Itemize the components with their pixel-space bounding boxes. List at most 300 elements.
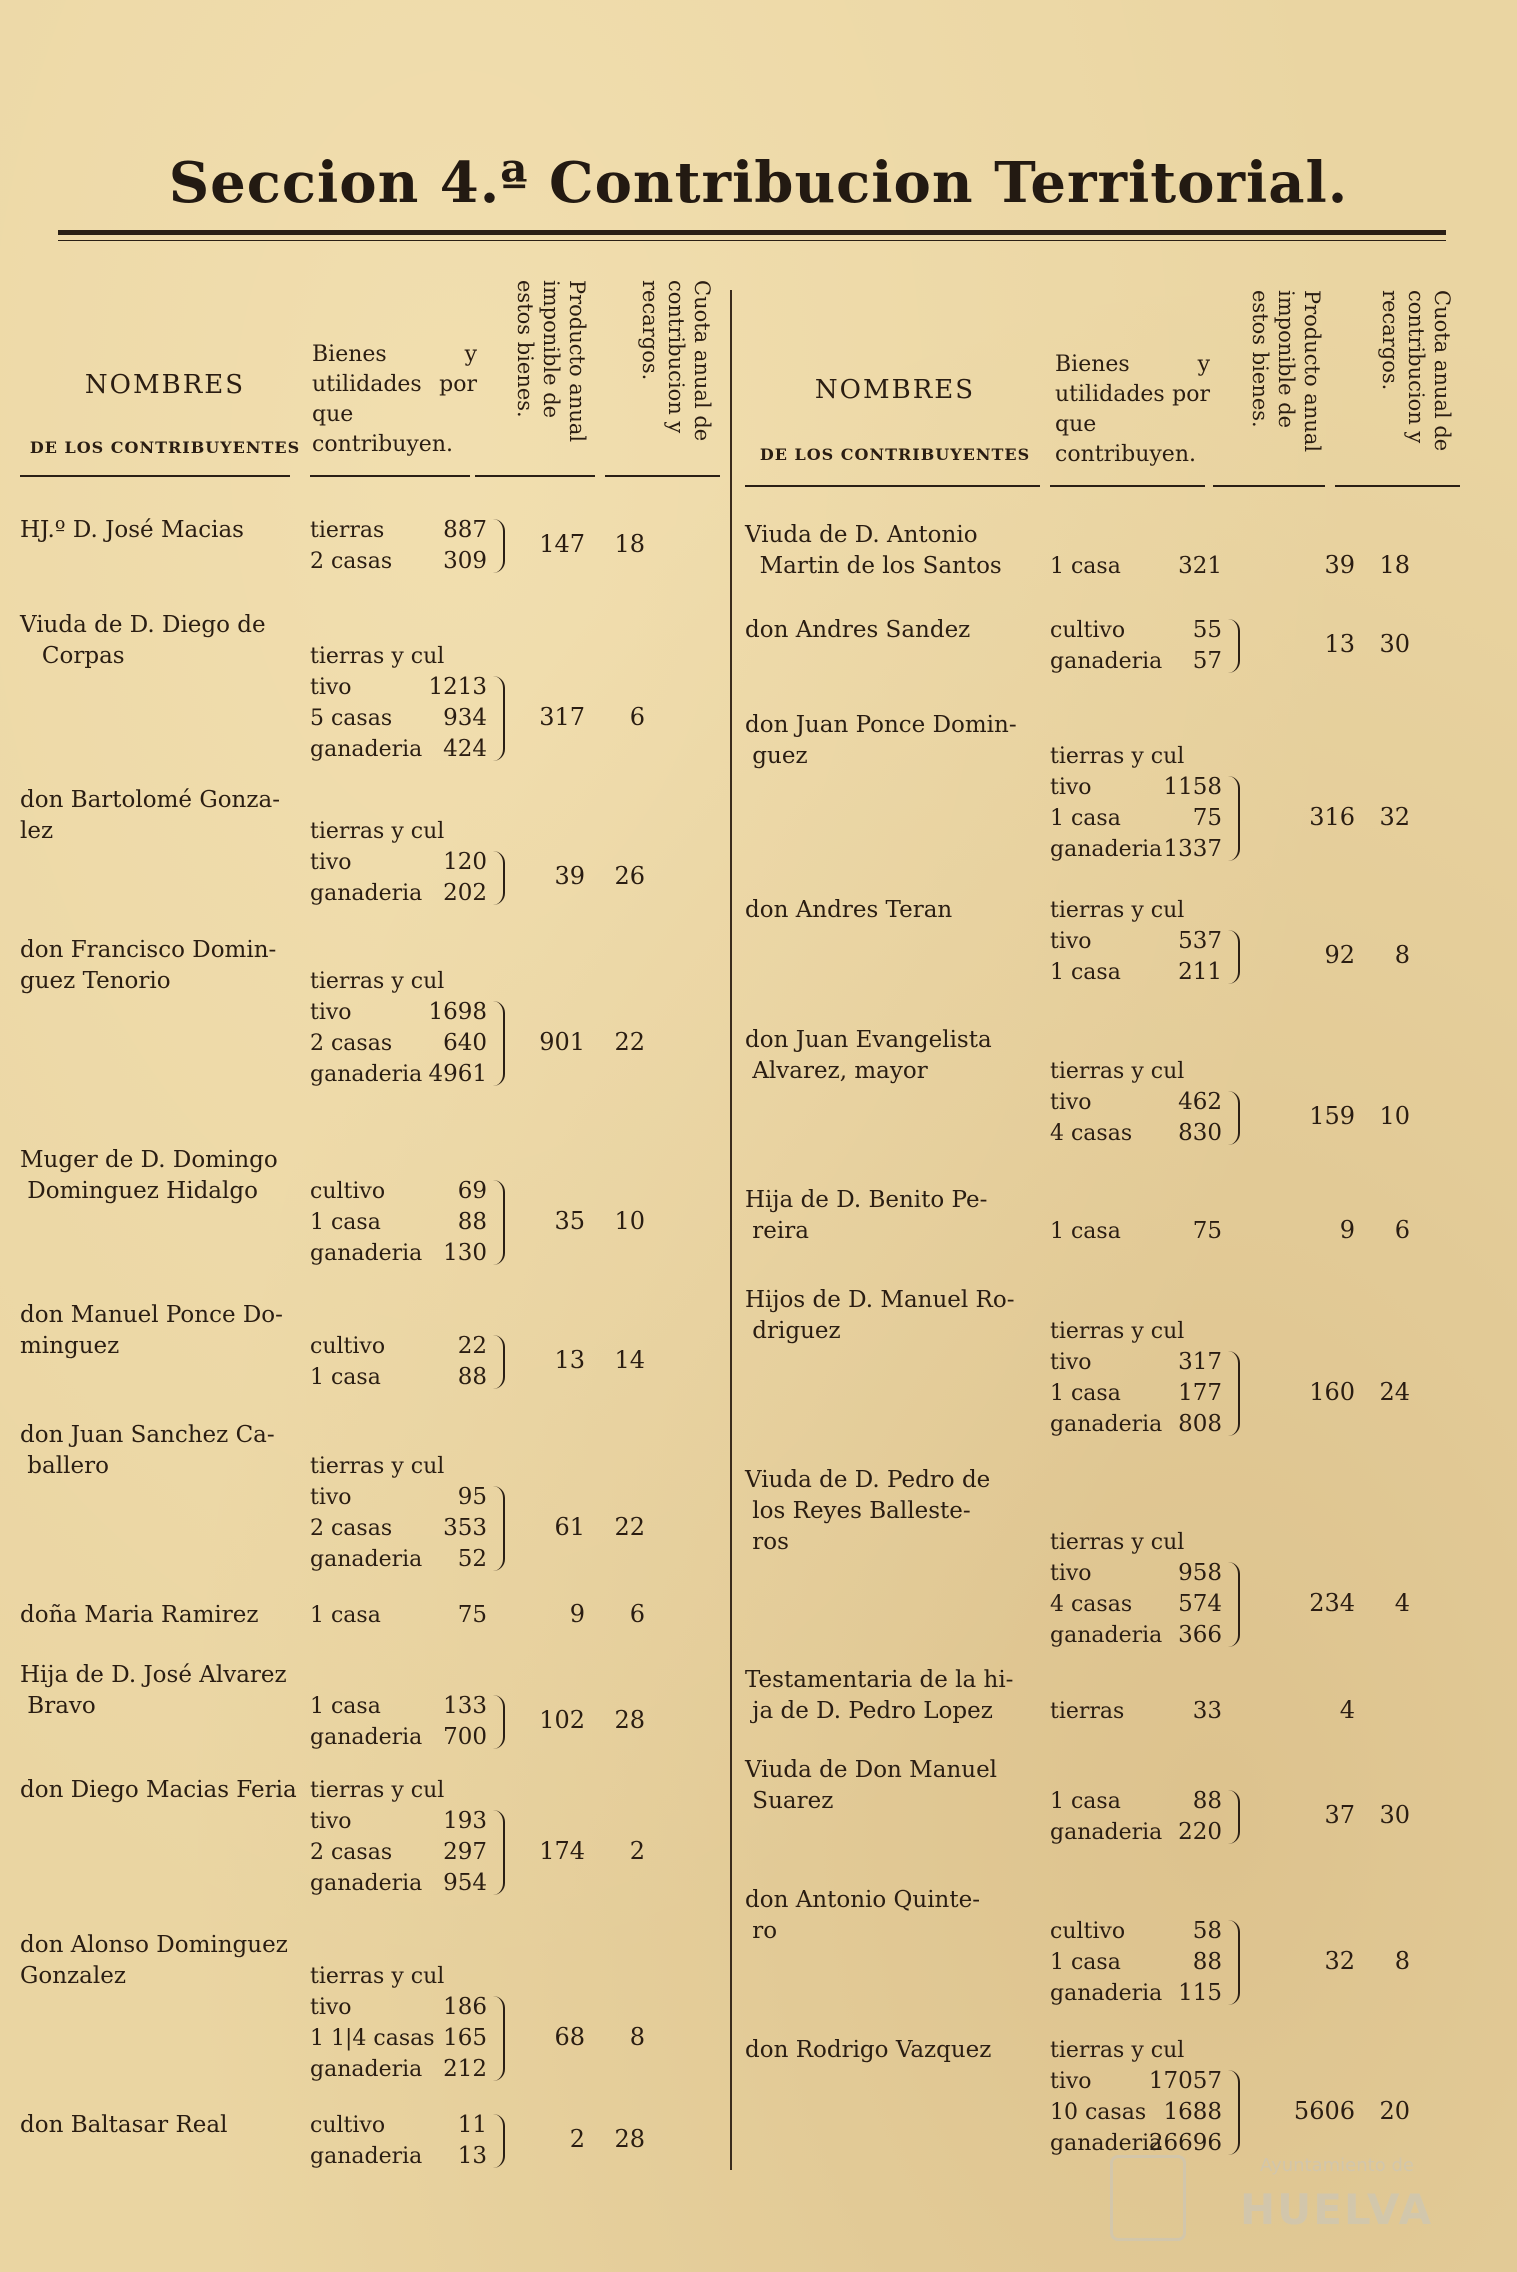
property-value: 808: [1178, 1411, 1222, 1437]
property-list: [310, 1961, 495, 2085]
cuota-pesos: 901: [539, 1027, 585, 1056]
contributor-name: doña Maria Ramirez: [20, 1602, 259, 1628]
property-kind: ganaderia: [310, 2057, 423, 2082]
cuota-pesos: 68: [554, 2022, 585, 2051]
property-kind: ganaderia: [1050, 1981, 1163, 2006]
cuota-pesos: 159: [1309, 1102, 1355, 1130]
property-value: 309: [443, 548, 487, 574]
property-item: [1050, 895, 1230, 926]
cuota-amount: [1270, 630, 1410, 658]
left-table: [20, 270, 720, 2170]
property-value: 1337: [1163, 836, 1222, 862]
property-item: [310, 2023, 495, 2054]
property-kind: 1 casa: [1050, 1219, 1121, 1244]
property-item: [310, 847, 495, 878]
property-kind: 1 casa: [310, 1365, 381, 1390]
property-item: [1050, 1087, 1230, 1118]
property-item: [310, 1992, 495, 2023]
property-item: [310, 1868, 495, 1899]
watermark: [1110, 2155, 1460, 2245]
property-value: 88: [457, 1364, 487, 1390]
property-list: [310, 966, 495, 1090]
property-value: 69: [457, 1178, 487, 1204]
property-value: 75: [457, 1602, 487, 1628]
cuota-amount: [1270, 1589, 1410, 1617]
property-kind: ganaderia: [310, 1062, 423, 1087]
cuota-pesos: 9: [1339, 1215, 1355, 1244]
cuota-cents: 2: [629, 1836, 645, 1865]
property-value: 934: [443, 705, 487, 731]
property-item: [310, 997, 495, 1028]
cuota-amount: [1270, 1801, 1410, 1829]
contributor-name: don Rodrigo Vazquez: [745, 2037, 992, 2063]
property-list: [1050, 2035, 1230, 2159]
property-list: [1050, 551, 1230, 582]
property-item: [1050, 741, 1230, 772]
cuota-amount: [520, 862, 645, 890]
property-item: [310, 1482, 495, 1513]
property-kind: tierras y cul: [310, 819, 445, 844]
property-value: 297: [443, 1839, 487, 1865]
property-kind: cultivo: [310, 1334, 386, 1359]
property-list: [310, 816, 495, 909]
property-value: 75: [1192, 805, 1222, 831]
cuota-cents: 22: [614, 1512, 645, 1541]
cuota-pesos: 39: [1324, 550, 1355, 579]
property-kind: 1 casa: [1050, 1789, 1121, 1814]
title-rule-thin: [58, 240, 1446, 241]
property-kind: 1 casa: [310, 1694, 381, 1719]
property-kind: ganaderia: [310, 1725, 423, 1750]
property-item: [1050, 2097, 1230, 2128]
brace: [493, 676, 505, 761]
property-value: 186: [443, 1994, 487, 2020]
property-value: 887: [443, 517, 487, 543]
property-item: [1050, 615, 1230, 646]
property-item: [1050, 1558, 1230, 1589]
property-kind: cultivo: [1050, 618, 1126, 643]
property-value: 1698: [428, 999, 487, 1025]
property-kind: tivo: [310, 1995, 352, 2020]
property-item: [1050, 646, 1230, 677]
property-value: 830: [1178, 1120, 1222, 1146]
property-value: 321: [1178, 553, 1222, 579]
property-value: 317: [1178, 1349, 1222, 1375]
property-item: [1050, 2035, 1230, 2066]
property-kind: cultivo: [310, 1179, 386, 1204]
property-value: 115: [1178, 1980, 1222, 2006]
property-item: [1050, 1696, 1230, 1727]
cuota-pesos: 61: [554, 1512, 585, 1541]
property-kind: ganaderia: [1050, 2131, 1163, 2156]
property-kind: tierras: [310, 518, 385, 543]
property-value: 574: [1178, 1591, 1222, 1617]
cuota-cents: 24: [1379, 1377, 1410, 1406]
property-value: 640: [443, 1030, 487, 1056]
property-kind: tivo: [310, 675, 352, 700]
property-kind: ganaderia: [310, 2144, 423, 2169]
property-item: [1050, 1620, 1230, 1651]
property-item: [1050, 1817, 1230, 1848]
contributor-name: Testamentaria de la hi- ja de D. Pedro Lopez: [745, 1667, 1014, 1724]
brace: [493, 519, 505, 573]
property-kind: tierras y cul: [1050, 1319, 1185, 1344]
cuota-pesos: 2: [569, 2125, 585, 2153]
property-item: [310, 1451, 495, 1482]
brace: [493, 851, 505, 905]
property-kind: tierras y cul: [1050, 898, 1185, 923]
left-table-header: [20, 270, 720, 485]
property-value: 700: [443, 1724, 487, 1750]
property-kind: tierras y cul: [310, 969, 445, 994]
contributor-name: don Baltasar Real: [20, 2112, 228, 2138]
property-item: [1050, 1316, 1230, 1347]
property-item: [1050, 1978, 1230, 2009]
property-item: [310, 2141, 495, 2172]
property-kind: ganaderia: [1050, 1623, 1163, 1648]
page-title: Seccion 4.ª Contribucion Territorial.: [168, 150, 1349, 216]
cuota-cents: 8: [1394, 1946, 1410, 1975]
cuota-amount: [520, 530, 645, 558]
property-kind: 2 casas: [310, 1840, 393, 1865]
cuota-amount: [1270, 941, 1410, 969]
property-item: [1050, 1589, 1230, 1620]
property-list: [310, 1451, 495, 1575]
property-item: [310, 966, 495, 997]
cuota-amount: [520, 1346, 645, 1374]
property-kind: tierras y cul: [310, 1964, 445, 1989]
column-separator: [730, 290, 732, 2170]
property-kind: 1 casa: [1050, 1381, 1121, 1406]
property-kind: 1 casa: [310, 1603, 381, 1628]
property-kind: tivo: [1050, 2069, 1092, 2094]
cuota-pesos: 234: [1309, 1588, 1355, 1617]
brace: [1228, 776, 1240, 861]
brace: [493, 1996, 505, 2081]
property-value: 75: [1192, 1218, 1222, 1244]
property-kind: 1 casa: [1050, 1950, 1121, 1975]
header-producto: Producto anual imponible de estos bienes.: [1248, 290, 1324, 453]
property-kind: 1 casa: [1050, 806, 1121, 831]
property-kind: tivo: [1050, 1561, 1092, 1586]
property-item: [310, 816, 495, 847]
cuota-amount: [1270, 1947, 1410, 1975]
right-table: [745, 270, 1465, 2170]
property-item: [310, 1837, 495, 1868]
property-value: 353: [443, 1515, 487, 1541]
property-kind: tierras y cul: [1050, 2038, 1185, 2063]
property-kind: tierras y cul: [1050, 744, 1185, 769]
property-list: [1050, 895, 1230, 988]
property-item: [310, 641, 495, 672]
property-kind: ganaderia: [1050, 649, 1163, 674]
property-kind: tivo: [1050, 1350, 1092, 1375]
property-item: [310, 1207, 495, 1238]
cuota-cents: 32: [1379, 802, 1410, 831]
contributor-name: don Juan Evangelista Alvarez, mayor: [745, 1027, 992, 1084]
property-item: [310, 1513, 495, 1544]
property-value: 1158: [1163, 774, 1222, 800]
brace: [1228, 619, 1240, 673]
property-value: 26696: [1148, 2130, 1222, 2156]
cuota-amount: [1270, 1102, 1410, 1130]
property-item: [310, 1331, 495, 1362]
property-value: 1213: [428, 674, 487, 700]
property-item: [1050, 2066, 1230, 2097]
property-item: [310, 1775, 495, 1806]
property-item: [310, 2110, 495, 2141]
header-bienes: Bienes y utilidades por que contribuyen.: [312, 342, 477, 457]
cuota-pesos: 39: [554, 862, 585, 890]
property-value: 95: [457, 1484, 487, 1510]
contributor-name: don Diego Macias Feria: [20, 1777, 297, 1803]
cuota-amount: [520, 1207, 645, 1235]
property-value: 954: [443, 1870, 487, 1896]
cuota-cents: 6: [1394, 1215, 1410, 1244]
cuota-cents: 30: [1379, 630, 1410, 658]
contributor-name: don Juan Sanchez Ca- ballero: [20, 1422, 275, 1479]
property-kind: 4 casas: [1050, 1592, 1133, 1617]
property-value: 55: [1192, 617, 1222, 643]
property-item: [310, 1691, 495, 1722]
cuota-cents: 4: [1394, 1588, 1410, 1617]
property-item: [310, 1544, 495, 1575]
property-item: [1050, 1118, 1230, 1149]
property-list: [310, 515, 495, 577]
property-kind: 1 casa: [1050, 554, 1121, 579]
contributor-name: Viuda de D. Antonio Martin de los Santos: [745, 522, 1002, 579]
property-kind: tierras y cul: [310, 1454, 445, 1479]
property-kind: 2 casas: [310, 1031, 393, 1056]
brace: [493, 1001, 505, 1086]
cuota-pesos: 174: [539, 1836, 585, 1865]
contributor-name: Hija de D. José Alvarez Bravo: [20, 1662, 287, 1719]
brace: [1228, 1790, 1240, 1844]
cuota-cents: 18: [614, 530, 645, 558]
property-list: [310, 1176, 495, 1269]
property-value: 4961: [428, 1061, 487, 1087]
contributor-name: don Francisco Domin- guez Tenorio: [20, 937, 277, 994]
property-kind: tivo: [310, 1000, 352, 1025]
cuota-cents: 6: [629, 1599, 645, 1628]
property-list: [310, 1331, 495, 1393]
property-kind: 1 1|4 casas: [310, 2026, 435, 2051]
title-rule: [58, 230, 1446, 235]
cuota-amount: [520, 2023, 645, 2051]
property-item: [310, 1722, 495, 1753]
property-value: 120: [443, 849, 487, 875]
property-item: [1050, 803, 1230, 834]
cuota-amount: [520, 703, 645, 731]
property-list: [1050, 1216, 1230, 1247]
contributor-name: don Manuel Ponce Do- minguez: [20, 1302, 283, 1359]
property-item: [1050, 1916, 1230, 1947]
property-item: [1050, 1947, 1230, 1978]
brace: [493, 1486, 505, 1571]
contributor-name: don Andres Teran: [745, 897, 953, 923]
property-list: [1050, 1527, 1230, 1651]
property-kind: cultivo: [1050, 1919, 1126, 1944]
property-item: [310, 734, 495, 765]
contributor-name: Viuda de D. Pedro de los Reyes Balleste- ros: [745, 1467, 991, 1555]
property-value: 424: [443, 736, 487, 762]
property-item: [1050, 1216, 1230, 1247]
cuota-pesos: 5606: [1293, 2096, 1355, 2125]
cuota-cents: 28: [614, 2125, 645, 2153]
brace: [1228, 1920, 1240, 2005]
property-value: 13: [457, 2143, 487, 2169]
property-list: [310, 1775, 495, 1899]
property-kind: 2 casas: [310, 1516, 393, 1541]
property-kind: tierras y cul: [310, 1778, 445, 1803]
property-kind: tivo: [1050, 775, 1092, 800]
property-value: 177: [1178, 1380, 1222, 1406]
contributor-name: don Bartolomé Gonza- lez: [20, 787, 280, 844]
cuota-pesos: 147: [539, 530, 585, 558]
property-kind: ganaderia: [310, 737, 423, 762]
property-list: [1050, 1786, 1230, 1848]
property-item: [310, 1028, 495, 1059]
cuota-amount: [1270, 1696, 1410, 1724]
cuota-amount: [1270, 803, 1410, 831]
header-nombres: NOMBRES: [84, 370, 246, 400]
property-list: [310, 641, 495, 765]
property-item: [1050, 926, 1230, 957]
brace: [493, 1180, 505, 1265]
property-item: [310, 1362, 495, 1393]
property-kind: ganaderia: [1050, 1820, 1163, 1845]
property-value: 462: [1178, 1089, 1222, 1115]
property-value: 220: [1178, 1819, 1222, 1845]
property-item: [310, 1806, 495, 1837]
watermark-line1: Ayuntamiento de: [1260, 2155, 1414, 2176]
cuota-cents: 14: [614, 1346, 645, 1374]
property-kind: tivo: [1050, 1090, 1092, 1115]
cuota-cents: 8: [629, 2022, 645, 2051]
brace: [493, 2114, 505, 2168]
property-value: 537: [1178, 928, 1222, 954]
property-item: [1050, 1378, 1230, 1409]
property-item: [1050, 1409, 1230, 1440]
cuota-amount: [1270, 2097, 1410, 2125]
property-list: [1050, 1056, 1230, 1149]
property-kind: 5 casas: [310, 706, 393, 731]
cuota-pesos: 4: [1339, 1695, 1355, 1724]
property-kind: ganaderia: [1050, 837, 1163, 862]
property-value: 202: [443, 880, 487, 906]
property-list: [1050, 1316, 1230, 1440]
cuota-amount: [520, 1600, 645, 1628]
property-value: 133: [443, 1693, 487, 1719]
property-kind: 10 casas: [1050, 2100, 1147, 2125]
brace: [1228, 930, 1240, 984]
property-item: [1050, 772, 1230, 803]
cuota-amount: [1270, 551, 1410, 579]
property-item: [1050, 834, 1230, 865]
property-list: [1050, 615, 1230, 677]
brace: [1228, 1091, 1240, 1145]
cuota-pesos: 13: [1324, 630, 1355, 658]
cuota-amount: [520, 1706, 645, 1734]
cuota-amount: [520, 1028, 645, 1056]
property-item: [310, 515, 495, 546]
cuota-cents: 20: [1379, 2096, 1410, 2125]
cuota-cents: 8: [1394, 941, 1410, 969]
property-kind: tivo: [1050, 929, 1092, 954]
brace: [1228, 1562, 1240, 1647]
property-list: [1050, 741, 1230, 865]
property-item: [310, 672, 495, 703]
cuota-pesos: 317: [539, 702, 585, 731]
property-item: [310, 1238, 495, 1269]
property-kind: ganaderia: [1050, 1412, 1163, 1437]
property-item: [310, 703, 495, 734]
property-item: [1050, 551, 1230, 582]
property-kind: ganaderia: [310, 881, 423, 906]
property-value: 130: [443, 1240, 487, 1266]
cuota-cents: 22: [614, 1027, 645, 1056]
property-value: 88: [457, 1209, 487, 1235]
contributor-name: HJ.º D. José Macias: [20, 517, 244, 543]
property-item: [310, 1059, 495, 1090]
cuota-amount: [520, 1513, 645, 1541]
property-list: [310, 1691, 495, 1753]
cuota-pesos: 102: [539, 1706, 585, 1734]
property-kind: tierras: [1050, 1699, 1125, 1724]
header-nombres: NOMBRES: [814, 375, 976, 405]
header-producto: Producto anual imponible de estos bienes.: [513, 280, 589, 443]
property-value: 366: [1178, 1622, 1222, 1648]
property-value: 22: [457, 1333, 487, 1359]
property-kind: tierras y cul: [1050, 1059, 1185, 1084]
property-kind: tivo: [310, 1809, 352, 1834]
brace: [1228, 2070, 1240, 2155]
header-de-los: DE LOS CONTRIBUYENTES: [29, 438, 301, 457]
contributor-name: don Andres Sandez: [745, 617, 971, 643]
property-item: [1050, 957, 1230, 988]
property-value: 17057: [1148, 2068, 1222, 2094]
property-list: [1050, 1916, 1230, 2009]
cuota-pesos: 37: [1324, 1801, 1355, 1829]
cuota-cents: 28: [614, 1706, 645, 1734]
right-table-header: [745, 270, 1465, 485]
property-value: 33: [1192, 1698, 1222, 1724]
property-item: [1050, 1786, 1230, 1817]
cuota-pesos: 316: [1309, 802, 1355, 831]
property-kind: tierras y cul: [1050, 1530, 1185, 1555]
cuota-cents: 10: [614, 1206, 645, 1235]
property-value: 88: [1192, 1949, 1222, 1975]
crest-icon: [1110, 2155, 1186, 2241]
property-kind: cultivo: [310, 2113, 386, 2138]
brace: [493, 1695, 505, 1749]
brace: [493, 1335, 505, 1389]
property-item: [1050, 1527, 1230, 1558]
cuota-amount: [520, 1837, 645, 1865]
property-item: [310, 1176, 495, 1207]
property-value: 88: [1192, 1788, 1222, 1814]
property-value: 58: [1192, 1918, 1222, 1944]
cuota-cents: 6: [629, 702, 645, 731]
property-item: [310, 878, 495, 909]
header-de-los: DE LOS CONTRIBUYENTES: [759, 445, 1031, 464]
cuota-pesos: 92: [1324, 941, 1355, 969]
property-value: 212: [443, 2056, 487, 2082]
property-list: [310, 1600, 495, 1631]
property-value: 11: [457, 2112, 487, 2138]
property-value: 193: [443, 1808, 487, 1834]
property-kind: ganaderia: [310, 1547, 423, 1572]
